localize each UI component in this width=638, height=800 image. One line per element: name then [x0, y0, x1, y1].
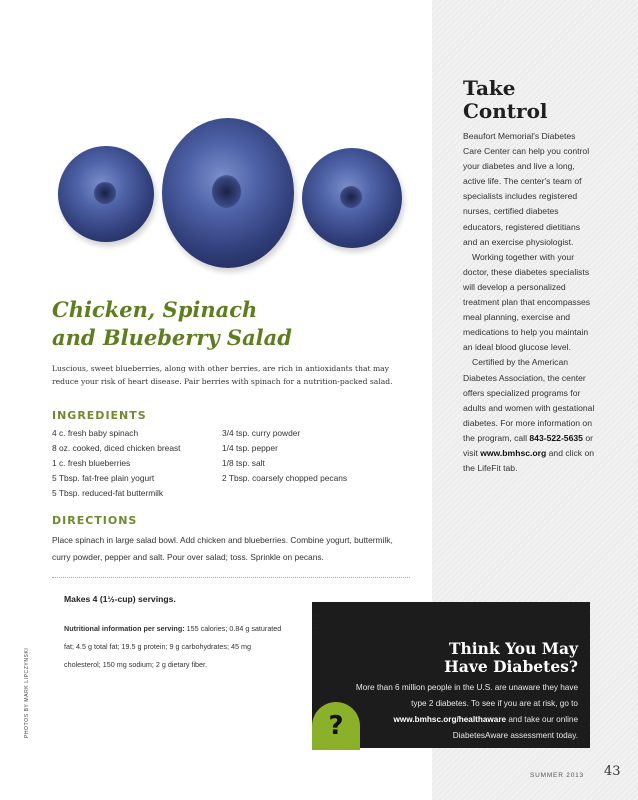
- sidebar-url-link[interactable]: www.bmhsc.org: [480, 447, 547, 458]
- ingredients-list-left: [52, 426, 181, 501]
- nutrition-values: 155 calories; 0.84 g saturated fat; 4.5 g total fat; 19.5 g protein; 9 g carbohydrates; 45 mg cholesterol; 150 mg sodium; 2 g dietary fiber.: [64, 624, 282, 669]
- take-control-sidebar: [463, 77, 595, 476]
- sidebar-paragraph-3: [463, 355, 595, 476]
- ingredients-heading: INGREDIENTS: [52, 409, 147, 422]
- sidebar-title-line1: Take: [463, 76, 516, 100]
- quiz-body-start: More than 6 million people in the U.S. are unaware they have type 2 diabetes. To see if you are at risk, go to: [355, 683, 578, 708]
- ingredient-item: 1/8 tsp. salt: [222, 458, 265, 468]
- ingredient-item: 5 Tbsp. fat-free plain yogurt: [52, 473, 155, 483]
- sidebar-title-line2: Control: [463, 99, 548, 123]
- quiz-title-line2: Have Diabetes?: [444, 657, 578, 676]
- nutrition-info: [64, 620, 282, 674]
- nutrition-label: Nutritional information per serving:: [64, 624, 185, 633]
- ingredients-list-right: [222, 426, 347, 486]
- sidebar-phone[interactable]: 843-522-5635: [529, 432, 583, 443]
- directions-text: Place spinach in large salad bowl. Add chicken and blueberries. Combine yogurt, buttermilk, curry powder, pepper and salt. Pour over salad; toss. Sprinkle on pecans.: [52, 535, 393, 562]
- sidebar-body: [463, 129, 595, 476]
- sidebar-para3-mid: or visit: [463, 432, 593, 458]
- blueberry-left: [58, 146, 154, 242]
- servings-text: Makes 4 (1½-cup) servings.: [64, 594, 176, 604]
- quiz-body: [348, 680, 578, 744]
- ingredient-item: 5 Tbsp. reduced-fat buttermilk: [52, 488, 164, 498]
- recipe-intro: Luscious, sweet blueberries, along with other berries, are rich in antioxidants that may reduce your risk of heart disease. Pair berries with spinach for a nutrition-packed salad.: [52, 364, 393, 386]
- ingredient-item: 3/4 tsp. curry powder: [222, 428, 301, 438]
- quiz-url-link[interactable]: www.bmhsc.org/healthaware: [393, 715, 507, 724]
- sidebar-para3-end: and click on the LifeFit tab.: [463, 447, 595, 474]
- recipe-title-line2: and Blueberry Salad: [52, 325, 292, 350]
- blueberry-center: [162, 118, 294, 268]
- issue-label: SUMMER 2013: [530, 772, 584, 779]
- recipe-title: [52, 296, 392, 352]
- blueberries-photo: [58, 118, 408, 278]
- quiz-title: [444, 640, 578, 676]
- ingredient-item: 4 c. fresh baby spinach: [52, 428, 139, 438]
- ingredient-item: 1/4 tsp. pepper: [222, 443, 278, 453]
- ingredient-item: 8 oz. cooked, diced chicken breast: [52, 443, 181, 453]
- sidebar-title: [463, 77, 595, 123]
- blueberry-right: [302, 148, 402, 248]
- photo-credit: PHOTOS BY MARK LIPCZYNSKI: [24, 647, 30, 738]
- quiz-title-line1: Think You May: [448, 639, 578, 658]
- directions-heading: DIRECTIONS: [52, 514, 138, 527]
- sidebar-paragraph-2: Working together with your doctor, these diabetes specialists will develop a personalized treatment plan that encompasses meal planning, exercise and medications to help you maintain an ideal blood glucose level.: [463, 251, 591, 353]
- sidebar-paragraph-1: Beaufort Memorial's Diabetes Care Center can help you control your diabetes and live a long, active life. The center's team of specialists includes registered nurses, certified diabetes educators, registered dietitians and an exercise physiologist.: [463, 131, 590, 247]
- sidebar-para3-start: Certified by the American Diabetes Association, the center offers specialized programs for adults and women with gestational diabetes. For more information on the program, call: [463, 357, 595, 443]
- page-number: 43: [604, 764, 621, 779]
- divider: [52, 577, 410, 578]
- ingredient-item: 2 Tbsp. coarsely chopped pecans: [222, 473, 348, 483]
- question-mark-icon: ?: [312, 702, 360, 750]
- quiz-body-end: and take our online DiabetesAware assessment today.: [452, 715, 578, 740]
- quiz-label: QUIZ: [312, 611, 321, 637]
- recipe-title-line1: Chicken, Spinach: [52, 297, 258, 322]
- ingredient-item: 1 c. fresh blueberries: [52, 458, 131, 468]
